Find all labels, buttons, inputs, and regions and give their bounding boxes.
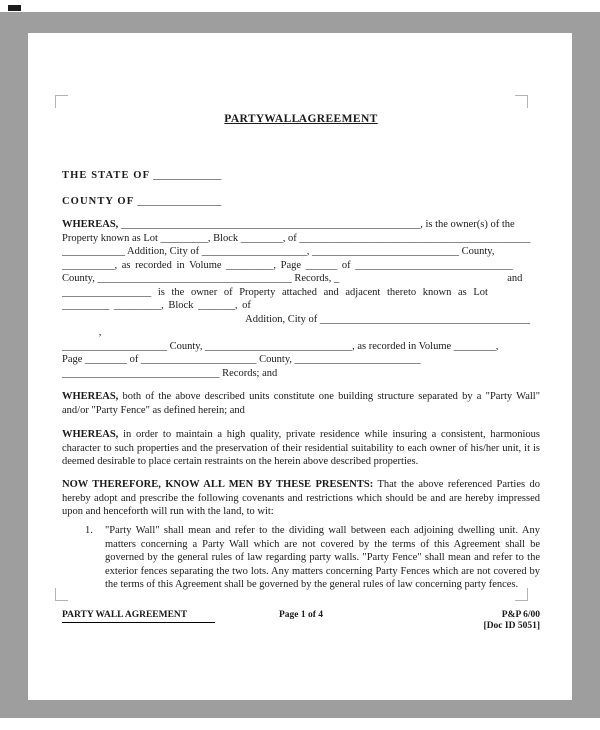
whereas1-line: ____________ Addition, City of ____________________, ____________________________ County,	[62, 246, 495, 257]
whereas1-line: Page ________ of ______________________ County, ________________________	[62, 354, 421, 365]
page-footer	[62, 610, 540, 644]
footer-revision: P&P 6/00	[501, 610, 540, 620]
list-item-number: 1.	[85, 525, 93, 536]
scan-artifact	[8, 5, 21, 11]
whereas-paragraph-1	[62, 218, 540, 380]
footer-doc-id	[484, 610, 540, 632]
state-of-line	[62, 165, 540, 183]
whereas1-line: Addition, City of ________________________________________	[62, 313, 530, 325]
crop-mark-bottom-right	[515, 588, 528, 601]
county-of-label: COUNTY OF	[62, 196, 135, 207]
whereas-paragraph-2	[62, 390, 540, 417]
whereas1-lead: WHEREAS,	[62, 219, 119, 230]
now-therefore-text: That the above referenced Parties do hereby adopt and prescribe the following covenants and restrictions which should be and are hereby impressed upon and henceforth will run with the land, to wit:	[62, 479, 540, 517]
now-therefore-lead: NOW THEREFORE, KNOW ALL MEN BY THESE PRESENTS:	[62, 479, 374, 490]
footer-page-number: Page 1 of 4	[278, 610, 324, 620]
document-page	[28, 33, 572, 700]
whereas2-lead: WHEREAS,	[62, 391, 119, 402]
whereas1-line-text: _________________________________________________________, is the owner(s) of the	[118, 219, 515, 230]
whereas1-line: Property known as Lot _________, Block ________, of ____________________________________________	[62, 232, 531, 244]
whereas1-line: ______________________________ Records; and	[62, 367, 278, 379]
state-of-blank: _____________	[153, 170, 222, 181]
whereas1-line	[62, 218, 540, 232]
now-therefore-paragraph	[62, 478, 540, 519]
whereas1-line: ____________________ County, ____________________________, as recorded in Volume ________,	[62, 340, 499, 352]
whereas2-text: both of the above described units constitute one building structure separated by a "Party Wall" and/or "Party Fence" as defined herein; and	[62, 391, 540, 416]
list-item-1	[85, 524, 540, 592]
page-title	[62, 113, 540, 125]
county-of-line	[62, 191, 540, 209]
state-of-label: THE STATE OF	[62, 170, 151, 181]
footer-doc-id-number: [Doc ID 5051]	[483, 621, 540, 631]
whereas3-text: in order to maintain a high quality, private residence while insuring a consistent, harmonious character to such properties and the preservation of their residential suitability to each owner of his/her unit, it is deemed desirable to place certain restraints on the herein above described properties.	[62, 429, 540, 467]
crop-mark-top-left	[55, 95, 68, 108]
whereas3-lead: WHEREAS,	[62, 429, 119, 440]
page-title-text: PARTY WALL AGREEMENT	[224, 113, 378, 125]
whereas1-line: __________, as recorded in Volume _________, Page ______ of ______________________________	[62, 259, 513, 271]
crop-mark-bottom-left	[55, 588, 68, 601]
crop-mark-top-right	[515, 95, 528, 108]
county-of-blank: ________________	[137, 196, 222, 207]
whereas1-line: _________ _________, Block _______, of	[62, 300, 251, 311]
whereas1-line: County, _____________________________________ Records, _ and	[62, 273, 523, 284]
whereas1-line: _________________ is the owner of Property attached and adjacent thereto known as Lot	[62, 286, 488, 298]
list-item-text: "Party Wall" shall mean and refer to the dividing wall between each adjoining dwelling unit. Any matters concerning a Party Wall which are not covered by the terms of this Agreement shall be governed by the general rules of law regarding party walls. "Party Fence" shall mean and refer to the exterior fences separating the two lots. Any matters concerning Party Fences which are not covered by the terms of this Agreement shall be governed by the general rules of law concerning party fences.	[105, 525, 540, 590]
whereas1-line: ,	[62, 327, 102, 338]
footer-document-name: PARTY WALL AGREEMENT	[62, 610, 215, 623]
whereas-paragraph-3	[62, 428, 540, 469]
